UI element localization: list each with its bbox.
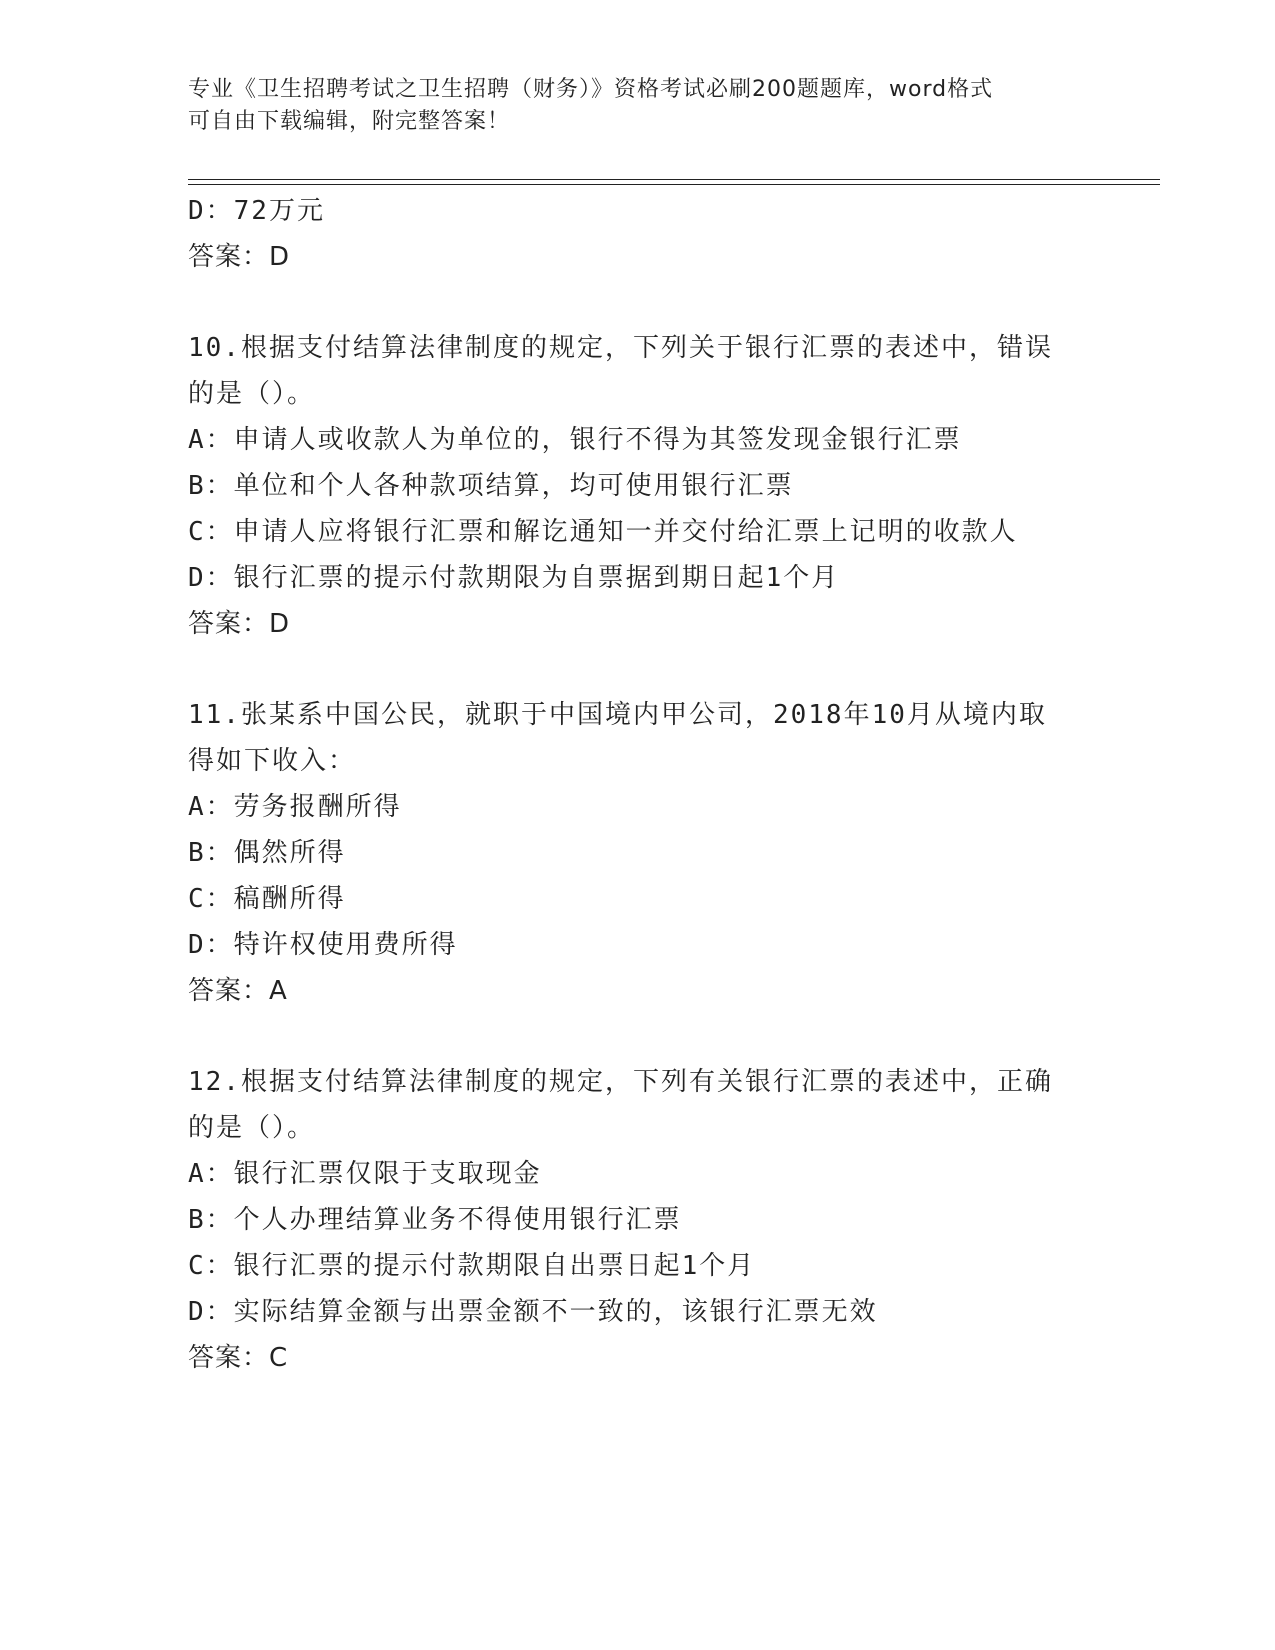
option-a: A：劳务报酬所得 (188, 792, 402, 822)
document-body (188, 188, 1088, 1381)
option-c: C：稿酬所得 (188, 884, 346, 914)
answer: 答案：C (188, 1343, 289, 1373)
question-12 (188, 1059, 1088, 1381)
question-stem: 11.张某系中国公民，就职于中国境内甲公司，2018年10月从境内取 (188, 700, 1047, 730)
option-d: D：特许权使用费所得 (188, 930, 458, 960)
answer: 答案：A (188, 976, 288, 1006)
question-stem: 12.根据支付结算法律制度的规定，下列有关银行汇票的表述中，正确 (188, 1067, 1053, 1097)
question-11 (188, 692, 1088, 1014)
page-header (188, 74, 1088, 138)
header-rule-top (188, 179, 1160, 180)
option-c: C：银行汇票的提示付款期限自出票日起1个月 (188, 1251, 756, 1281)
answer: 答案：D (188, 609, 291, 639)
option-a: A：银行汇票仅限于支取现金 (188, 1159, 542, 1189)
question-stem: 10.根据支付结算法律制度的规定，下列关于银行汇票的表述中，错误 (188, 333, 1053, 363)
question-stem-cont: 得如下收入： (188, 746, 357, 776)
option-d: D：银行汇票的提示付款期限为自票据到期日起1个月 (188, 563, 840, 593)
spacer (188, 280, 1088, 325)
option-b: B：偶然所得 (188, 838, 346, 868)
spacer (188, 647, 1088, 692)
option-d: D：实际结算金额与出票金额不一致的，该银行汇票无效 (188, 1297, 878, 1327)
header-line-1: 专业《卫生招聘考试之卫生招聘（财务）》资格考试必刷200题题库，word格式 (188, 77, 994, 102)
question-stem-cont: 的是（）。 (188, 379, 316, 409)
option-c: C：申请人应将银行汇票和解讫通知一并交付给汇票上记明的收款人 (188, 517, 1018, 547)
header-line-2: 可自由下载编辑，附完整答案！ (188, 109, 511, 134)
spacer (188, 1014, 1088, 1059)
header-rule-bottom (188, 184, 1160, 185)
option-b: B：单位和个人各种款项结算，均可使用银行汇票 (188, 471, 794, 501)
option-b: B：个人办理结算业务不得使用银行汇票 (188, 1205, 682, 1235)
question-10 (188, 325, 1088, 647)
option-a: A：申请人或收款人为单位的，银行不得为其签发现金银行汇票 (188, 425, 962, 455)
question-stem-cont: 的是（）。 (188, 1113, 316, 1143)
prev-option-d: D：72万元 (188, 196, 325, 226)
prev-answer: 答案：D (188, 242, 291, 272)
